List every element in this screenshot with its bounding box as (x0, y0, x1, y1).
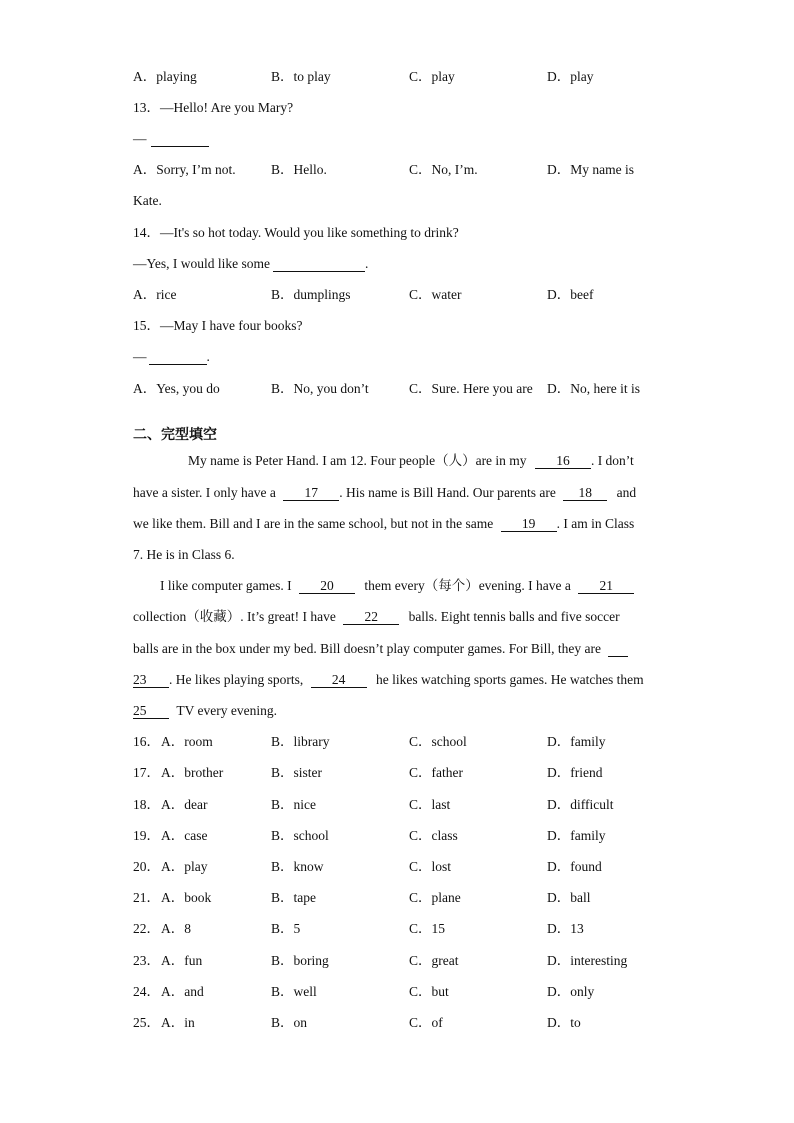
answer-option[interactable]: A．case (161, 828, 208, 843)
answer-option[interactable]: B．tape (271, 890, 316, 905)
passage-text: . I don’t (590, 453, 634, 468)
q15-reply-prefix: — (133, 349, 147, 364)
q15-stem: 15．—May I have four books? (133, 318, 303, 333)
passage-text: balls are in the box under my bed. Bill doesn’t play computer games. For Bill, they are (133, 641, 602, 656)
answer-option[interactable]: B．on (271, 1015, 308, 1030)
blank-22[interactable]: 22 (343, 610, 399, 625)
answer-option[interactable]: D．difficult (547, 797, 614, 812)
blank-19[interactable]: 19 (501, 517, 557, 532)
blank-18[interactable]: 18 (563, 486, 607, 501)
answer-option[interactable]: D．only (547, 984, 595, 999)
blank-16[interactable]: 16 (535, 454, 591, 469)
passage-line-6 (133, 609, 620, 625)
answer-option[interactable]: C．plane (409, 890, 461, 905)
q13-option-d[interactable]: D．My name is (547, 162, 634, 177)
answer-option[interactable]: B．know (271, 859, 324, 874)
passage-text: . He likes playing sports, (169, 672, 304, 687)
blank-23[interactable]: 23 (133, 673, 169, 688)
question-number: 18． (133, 797, 160, 812)
answer-option[interactable]: B．5 (271, 921, 301, 936)
passage-line-9 (133, 703, 277, 719)
q15-option-b[interactable]: B．No, you don’t (271, 381, 369, 396)
question-number: 23． (133, 953, 160, 968)
answer-option[interactable]: B．sister (271, 765, 323, 780)
answer-option[interactable]: A．in (161, 1015, 195, 1030)
passage-text: them every（每个）evening. I have a (364, 578, 571, 593)
passage-text: . His name is Bill Hand. Our parents are (339, 485, 556, 500)
passage-line-5 (160, 578, 634, 594)
answer-option[interactable]: A．brother (161, 765, 224, 780)
q15-option-a[interactable]: A．Yes, you do (133, 381, 220, 396)
answer-option[interactable]: D．interesting (547, 953, 628, 968)
question-number: 24． (133, 984, 160, 999)
passage-line-7 (133, 641, 628, 657)
answer-option[interactable]: A．book (161, 890, 212, 905)
blank-17[interactable]: 17 (283, 486, 339, 501)
passage-line-3 (133, 516, 634, 532)
q15-option-d[interactable]: D．No, here it is (547, 381, 640, 396)
question-number: 16． (133, 734, 160, 749)
q14-option-d[interactable]: D．beef (547, 287, 594, 302)
question-number: 22． (133, 921, 160, 936)
answer-option[interactable]: C．15 (409, 921, 446, 936)
answer-option[interactable]: D．family (547, 828, 606, 843)
passage-text: and (616, 485, 637, 500)
answer-option[interactable]: A．play (161, 859, 208, 874)
answer-option[interactable]: D．friend (547, 765, 603, 780)
question-number: 25． (133, 1015, 160, 1030)
blank-20[interactable]: 20 (299, 579, 355, 594)
q14-reply-suffix: . (365, 256, 369, 271)
q13-stem: 13．—Hello! Are you Mary? (133, 100, 294, 115)
q12-option-c[interactable]: C．play (409, 69, 455, 84)
q14-option-a[interactable]: A．rice (133, 287, 177, 302)
answer-option[interactable]: D．to (547, 1015, 581, 1030)
q12-option-b[interactable]: B．to play (271, 69, 331, 84)
answer-option[interactable]: A．fun (161, 953, 203, 968)
answer-option[interactable]: A．room (161, 734, 213, 749)
answer-option[interactable]: C．of (409, 1015, 443, 1030)
q15-reply (133, 349, 210, 365)
q13-option-c[interactable]: C．No, I’m. (409, 162, 478, 177)
passage-text: collection（收藏）. It’s great! I have (133, 609, 336, 624)
question-number: 20． (133, 859, 160, 874)
answer-option[interactable]: C．lost (409, 859, 452, 874)
q15-option-c[interactable]: C．Sure. Here you are (409, 381, 533, 396)
answer-option[interactable]: B．library (271, 734, 330, 749)
passage-text: My name is Peter Hand. I am 12. Four people（人）are in my (188, 453, 527, 468)
q14-stem: 14．—It's so hot today. Would you like something to drink? (133, 225, 459, 240)
answer-option[interactable]: B．school (271, 828, 329, 843)
passage-text: we like them. Bill and I are in the same school, but not in the same (133, 516, 494, 531)
q13-option-a[interactable]: A．Sorry, I’m not. (133, 162, 236, 177)
passage-text: have a sister. I only have a (133, 485, 276, 500)
answer-option[interactable]: C．father (409, 765, 463, 780)
q14-option-c[interactable]: C．water (409, 287, 462, 302)
answer-option[interactable]: B．boring (271, 953, 329, 968)
passage-line-2 (133, 485, 636, 501)
q13-reply-prefix: — (133, 131, 147, 146)
q13-reply (133, 131, 209, 147)
answer-option[interactable]: A．8 (161, 921, 191, 936)
question-number: 17． (133, 765, 160, 780)
q13-option-b[interactable]: B．Hello. (271, 162, 327, 177)
answer-option[interactable]: D．family (547, 734, 606, 749)
q15-answer-blank[interactable] (149, 350, 207, 365)
answer-option[interactable]: B．nice (271, 797, 316, 812)
answer-option[interactable]: D．found (547, 859, 602, 874)
q15-reply-suffix: . (206, 349, 210, 364)
q14-reply (133, 256, 368, 272)
blank-25[interactable]: 25 (133, 704, 169, 719)
answer-option[interactable]: A．and (161, 984, 204, 999)
passage-line-1 (188, 453, 634, 469)
q14-answer-blank[interactable] (273, 257, 365, 272)
answer-option[interactable]: D．13 (547, 921, 584, 936)
q12-option-d[interactable]: D．play (547, 69, 594, 84)
answer-option[interactable]: C．school (409, 734, 467, 749)
passage-text: I like computer games. I (160, 578, 292, 593)
q14-reply-prefix: —Yes, I would like some (133, 256, 271, 271)
answer-option[interactable]: C．last (409, 797, 451, 812)
answer-option[interactable]: A．dear (161, 797, 208, 812)
section-title: 二、完型填空 (133, 427, 217, 443)
q13-answer-blank[interactable] (151, 132, 209, 147)
question-number: 19． (133, 828, 160, 843)
answer-option[interactable]: C．class (409, 828, 458, 843)
answer-option[interactable]: C．great (409, 953, 459, 968)
answer-option[interactable]: C．but (409, 984, 449, 999)
blank-21[interactable]: 21 (578, 579, 634, 594)
passage-text: . I am in Class (556, 516, 635, 531)
answer-option[interactable]: D．ball (547, 890, 591, 905)
q13-option-d-continued: Kate. (133, 193, 162, 208)
blank-24[interactable]: 24 (311, 673, 367, 688)
passage-text: TV every evening. (176, 703, 277, 718)
passage-text: he likes watching sports games. He watches them (376, 672, 644, 687)
passage-line-8 (133, 672, 644, 688)
answer-option[interactable]: B．well (271, 984, 317, 999)
passage-line-4: 7. He is in Class 6. (133, 547, 235, 562)
q14-option-b[interactable]: B．dumplings (271, 287, 351, 302)
blank-23-start[interactable] (608, 642, 628, 657)
passage-text: balls. Eight tennis balls and five soccer (408, 609, 620, 624)
question-number: 21． (133, 890, 160, 905)
q12-option-a[interactable]: A．playing (133, 69, 197, 84)
